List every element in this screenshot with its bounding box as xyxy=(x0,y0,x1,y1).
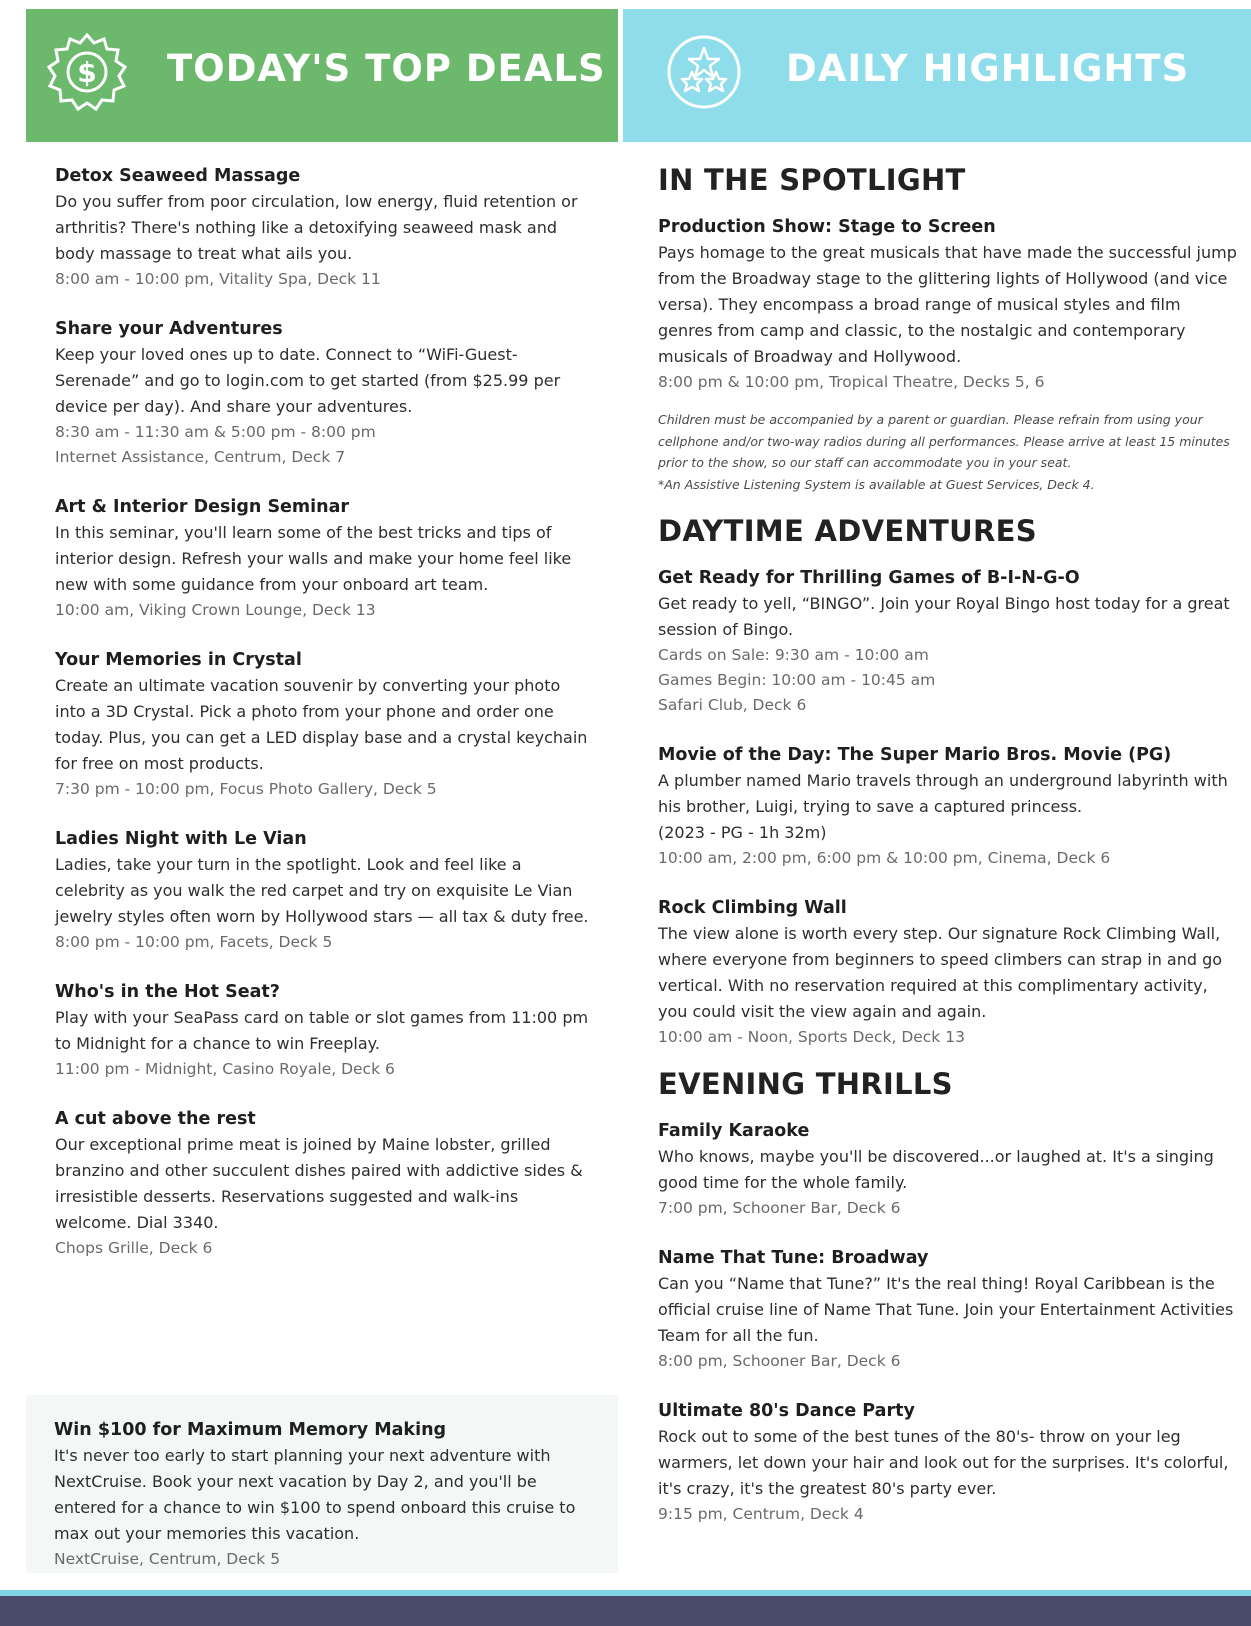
deal-item xyxy=(55,826,595,955)
spotlight-heading: IN THE SPOTLIGHT xyxy=(658,163,966,197)
spotlight-item xyxy=(658,214,1238,395)
daytime-item xyxy=(658,565,1238,718)
evening-meta: 9:15 pm, Centrum, Deck 4 xyxy=(658,1505,864,1523)
promo-title: Win $100 for Maximum Memory Making xyxy=(54,1420,447,1440)
daytime-description: A plumber named Mario travels through an underground labyrinth with his brother, Luigi, trying to save a captured princess. xyxy=(658,771,1228,816)
daily-highlights-title: DAILY HIGHLIGHTS xyxy=(786,47,1190,90)
spotlight-description: Pays homage to the great musicals that have made the successful jump from the Broadway stage to the glittering lights of Hollywood (and vice versa). They encompass a broad range of musical styles and film genres from camp and classic, to the nostalgic and contemporary musicals of Broadway and Hollywood. xyxy=(658,243,1237,366)
deal-description: Ladies, take your turn in the spotlight. Look and feel like a celebrity as you walk the red carpet and try on exquisite Le Vian jewelry styles often worn by Hollywood stars — all tax & duty free. xyxy=(55,855,589,926)
promo-box xyxy=(26,1395,618,1573)
daytime-meta: Games Begin: 10:00 am - 10:45 am xyxy=(658,671,936,689)
daytime-title: Get Ready for Thrilling Games of B-I-N-G-O xyxy=(658,568,1080,588)
deal-title: Share your Adventures xyxy=(55,319,283,339)
deal-location: Chops Grille, Deck 6 xyxy=(55,1239,213,1257)
top-deals-banner xyxy=(26,9,618,142)
daytime-meta: Cards on Sale: 9:30 am - 10:00 am xyxy=(658,646,929,664)
svg-text:$: $ xyxy=(77,56,97,89)
deal-time-location: 10:00 am, Viking Crown Lounge, Deck 13 xyxy=(55,601,376,619)
evening-description: Can you “Name that Tune?” It's the real thing! Royal Caribbean is the official cruise line of Name That Tune. Join your Entertainment Activities Team for all the fun. xyxy=(658,1274,1234,1345)
deal-title: Your Memories in Crystal xyxy=(55,650,302,670)
deal-description: Do you suffer from poor circulation, low energy, fluid retention or arthritis? There's nothing like a detoxifying seaweed mask and body massage to treat what ails you. xyxy=(55,192,578,263)
deal-time-location: 11:00 pm - Midnight, Casino Royale, Deck 6 xyxy=(55,1060,395,1078)
evening-meta: 8:00 pm, Schooner Bar, Deck 6 xyxy=(658,1352,901,1370)
deal-title: Detox Seaweed Massage xyxy=(55,166,301,186)
daytime-meta: 10:00 am - Noon, Sports Deck, Deck 13 xyxy=(658,1028,965,1046)
deal-item xyxy=(55,316,595,470)
assistive-listening-note: *An Assistive Listening System is available at Guest Services, Deck 4. xyxy=(658,476,1095,492)
daytime-meta: 10:00 am, 2:00 pm, 6:00 pm & 10:00 pm, Cinema, Deck 6 xyxy=(658,849,1111,867)
deal-time: 8:30 am - 11:30 am & 5:00 pm - 8:00 pm xyxy=(55,423,376,441)
deals-list xyxy=(55,163,595,1285)
dollar-badge-icon xyxy=(47,32,127,112)
top-deals-title: TODAY'S TOP DEALS xyxy=(167,47,606,90)
daytime-item xyxy=(658,895,1238,1050)
deal-title: Ladies Night with Le Vian xyxy=(55,829,307,849)
stars-circle-icon xyxy=(664,32,744,112)
spotlight-time-location: 8:00 pm & 10:00 pm, Tropical Theatre, Decks 5, 6 xyxy=(658,373,1045,391)
evening-item xyxy=(658,1398,1238,1527)
deal-description: Play with your SeaPass card on table or slot games from 11:00 pm to Midnight for a chance to win Freeplay. xyxy=(55,1008,589,1053)
evening-title: Family Karaoke xyxy=(658,1121,810,1141)
deal-item xyxy=(55,1106,595,1261)
deal-title: A cut above the rest xyxy=(55,1109,256,1129)
evening-item xyxy=(658,1245,1238,1374)
deal-description: In this seminar, you'll learn some of the best tricks and tips of interior design. Refresh your walls and make your home feel like new with some guidance from your onboard art team. xyxy=(55,523,572,594)
deal-description: Keep your loved ones up to date. Connect to “WiFi-Guest-Serenade” and go to login.com to get started (from $25.99 per device per day). And share your adventures. xyxy=(55,345,561,416)
deal-time-location: 8:00 am - 10:00 pm, Vitality Spa, Deck 11 xyxy=(55,270,381,288)
deal-title: Who's in the Hot Seat? xyxy=(55,982,280,1002)
deal-item xyxy=(55,494,595,623)
deal-description: Our exceptional prime meat is joined by Maine lobster, grilled branzino and other succulent dishes paired with addictive sides & irresistible desserts. Reservations suggested and walk-ins welcome. Dial 3340. xyxy=(55,1135,583,1232)
highlights-list xyxy=(658,160,1238,1551)
daytime-title: Movie of the Day: The Super Mario Bros. Movie (PG) xyxy=(658,745,1172,765)
daytime-item xyxy=(658,742,1238,871)
daily-highlights-banner xyxy=(623,9,1251,142)
deal-description: Create an ultimate vacation souvenir by converting your photo into a 3D Crystal. Pick a photo from your phone and order one today. Plus, you can get a LED display base and a crystal keychain for free on most products. xyxy=(55,676,588,773)
spotlight-note-text: Children must be accompanied by a parent or guardian. Please refrain from using your cellphone and/or two-way radios during all performances. Please arrive at least 15 minutes prior to the show, so our staff can accommodate you in your seat. xyxy=(658,412,1230,470)
deal-item xyxy=(55,979,595,1082)
deal-title: Art & Interior Design Seminar xyxy=(55,497,350,517)
evening-description: Rock out to some of the best tunes of the 80's- throw on your leg warmers, let down your hair and look out for the surprises. It's colorful, it's crazy, it's the greatest 80's party ever. xyxy=(658,1427,1229,1498)
evening-meta: 7:00 pm, Schooner Bar, Deck 6 xyxy=(658,1199,901,1217)
daytime-heading: DAYTIME ADVENTURES xyxy=(658,514,1037,548)
daytime-description: Get ready to yell, “BINGO”. Join your Royal Bingo host today for a great session of Bingo. xyxy=(658,594,1230,639)
promo-description: It's never too early to start planning your next adventure with NextCruise. Book your next vacation by Day 2, and you'll be entered for a chance to win $100 to spend onboard this cruise to max out your memories this vacation. xyxy=(54,1446,576,1543)
footer-bar xyxy=(0,1596,1251,1626)
spotlight-title: Production Show: Stage to Screen xyxy=(658,217,996,237)
evening-description: Who knows, maybe you'll be discovered...or laughed at. It's a singing good time for the whole family. xyxy=(658,1147,1214,1192)
evening-title: Name That Tune: Broadway xyxy=(658,1248,929,1268)
deal-time-location: 7:30 pm - 10:00 pm, Focus Photo Gallery, Deck 5 xyxy=(55,780,437,798)
evening-title: Ultimate 80's Dance Party xyxy=(658,1401,915,1421)
evening-item xyxy=(658,1118,1238,1221)
daytime-meta: Safari Club, Deck 6 xyxy=(658,696,807,714)
evening-heading: EVENING THRILLS xyxy=(658,1067,953,1101)
promo-location: NextCruise, Centrum, Deck 5 xyxy=(54,1550,281,1568)
deal-time-location: 8:00 pm - 10:00 pm, Facets, Deck 5 xyxy=(55,933,333,951)
deal-item xyxy=(55,163,595,292)
daytime-description: The view alone is worth every step. Our signature Rock Climbing Wall, where everyone from beginners to speed climbers can strap in and go vertical. With no reservation required at this complimentary activity, you could visit the view again and again. xyxy=(658,924,1223,1021)
movie-rating: (2023 - PG - 1h 32m) xyxy=(658,823,827,842)
deal-location: Internet Assistance, Centrum, Deck 7 xyxy=(55,448,346,466)
spotlight-note xyxy=(658,409,1238,495)
deal-item xyxy=(55,647,595,802)
daytime-title: Rock Climbing Wall xyxy=(658,898,847,918)
